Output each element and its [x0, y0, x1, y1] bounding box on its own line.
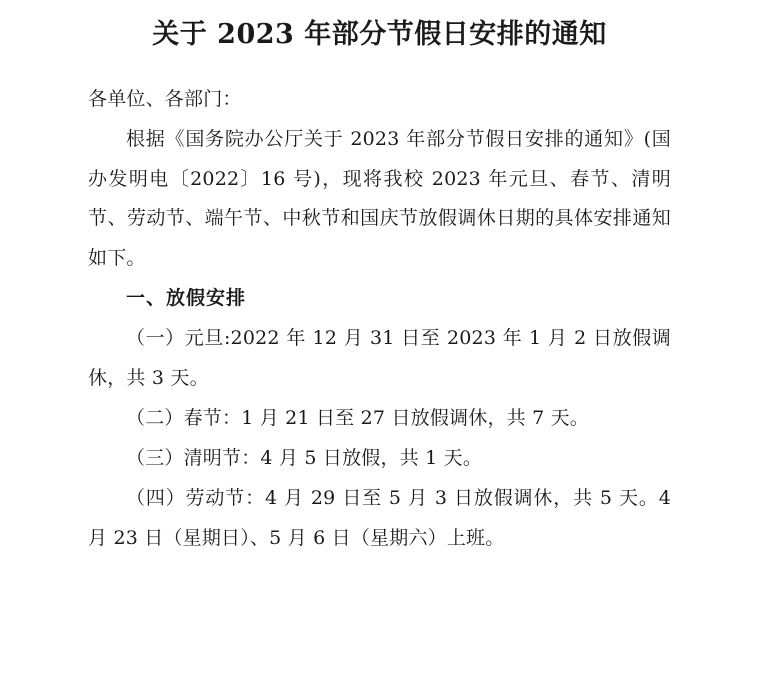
paragraph-preamble: 根据《国务院办公厅关于 2023 年部分节假日安排的通知》(国办发明电〔2022〕16 号)，现将我校 2023 年元旦、春节、清明节、劳动节、端午节、中秋节和国庆节放假调休日期的具体安排通知如下。 — [88, 127, 671, 270]
document-page — [0, 16, 759, 674]
paragraph-item-labor-day: （四）劳动节：4 月 29 日至 5 月 3 日放假调休，共 5 天。4 月 23 日（星期日）、5 月 6 日（星期六）上班。 — [88, 486, 671, 549]
document-body — [0, 80, 759, 559]
paragraph-salutation: 各单位、各部门： — [88, 87, 242, 110]
paragraph-item-spring-festival: （二）春节：1 月 21 日至 27 日放假调休，共 7 天。 — [126, 406, 590, 429]
paragraph-item-qingming: （三）清明节：4 月 5 日放假，共 1 天。 — [126, 446, 483, 469]
section-heading-holiday-arrangement: 一、放假安排 — [126, 287, 247, 310]
page-title: 关于 2023 年部分节假日安排的通知 — [152, 19, 607, 50]
paragraph-item-new-year: （一）元旦:2022 年 12 月 31 日至 2023 年 1 月 2 日放假调休，共 3 天。 — [88, 327, 671, 390]
